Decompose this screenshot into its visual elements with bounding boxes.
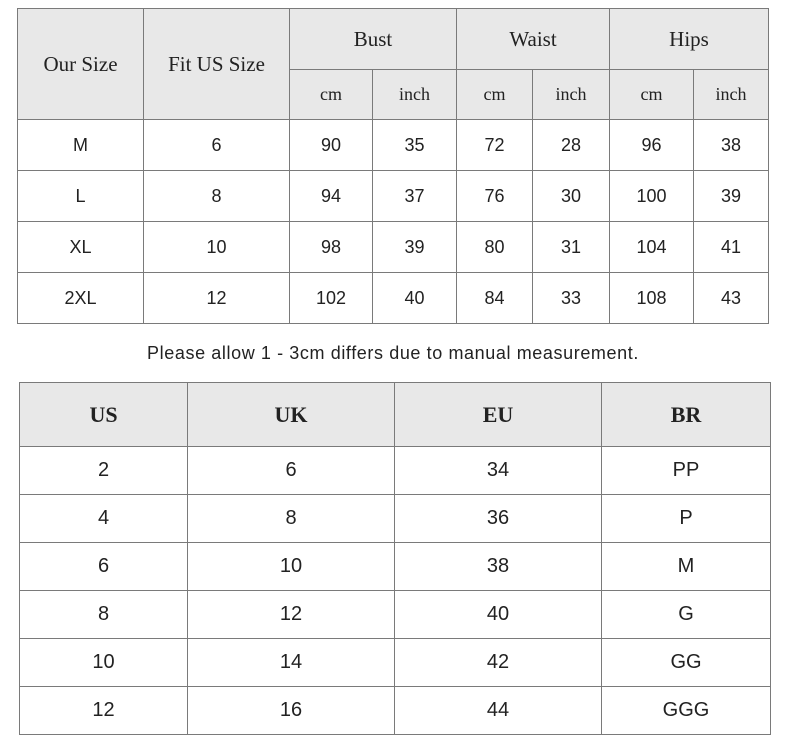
cell-waist-inch: 28 xyxy=(533,120,610,171)
cell-eu: 36 xyxy=(395,495,602,543)
unit-header: cm xyxy=(290,70,373,120)
cell-hips-inch: 39 xyxy=(694,171,769,222)
cell-us: 2 xyxy=(20,447,188,495)
table-row xyxy=(18,120,769,171)
unit-header: inch xyxy=(373,70,457,120)
cell-waist-cm: 72 xyxy=(457,120,533,171)
cell-hips-inch: 41 xyxy=(694,222,769,273)
unit-header: cm xyxy=(457,70,533,120)
cell-our-size: M xyxy=(18,120,144,171)
header-waist: Waist xyxy=(457,9,610,70)
cell-waist-cm: 76 xyxy=(457,171,533,222)
cell-br: PP xyxy=(602,447,771,495)
cell-bust-inch: 37 xyxy=(373,171,457,222)
cell-waist-inch: 31 xyxy=(533,222,610,273)
cell-our-size: XL xyxy=(18,222,144,273)
cell-us: 10 xyxy=(20,639,188,687)
cell-uk: 12 xyxy=(188,591,395,639)
cell-our-size: L xyxy=(18,171,144,222)
cell-br: G xyxy=(602,591,771,639)
cell-waist-cm: 84 xyxy=(457,273,533,324)
cell-us: 6 xyxy=(20,543,188,591)
unit-header: inch xyxy=(533,70,610,120)
cell-fit-us-size: 8 xyxy=(144,171,290,222)
table-row xyxy=(20,591,771,639)
header-our-size: Our Size xyxy=(18,9,144,120)
cell-bust-inch: 35 xyxy=(373,120,457,171)
cell-hips-cm: 100 xyxy=(610,171,694,222)
cell-bust-cm: 98 xyxy=(290,222,373,273)
cell-waist-cm: 80 xyxy=(457,222,533,273)
cell-waist-inch: 33 xyxy=(533,273,610,324)
header-bust: Bust xyxy=(290,9,457,70)
cell-fit-us-size: 12 xyxy=(144,273,290,324)
cell-us: 4 xyxy=(20,495,188,543)
header-hips: Hips xyxy=(610,9,769,70)
cell-bust-cm: 102 xyxy=(290,273,373,324)
cell-eu: 34 xyxy=(395,447,602,495)
header-uk: UK xyxy=(188,383,395,447)
cell-eu: 40 xyxy=(395,591,602,639)
cell-hips-cm: 104 xyxy=(610,222,694,273)
table-row xyxy=(20,495,771,543)
cell-us: 8 xyxy=(20,591,188,639)
cell-eu: 42 xyxy=(395,639,602,687)
header-br: BR xyxy=(602,383,771,447)
table-row xyxy=(20,447,771,495)
table-row xyxy=(20,687,771,735)
header-fit-us-size: Fit US Size xyxy=(144,9,290,120)
table-row xyxy=(20,543,771,591)
size-conversion-table xyxy=(19,382,771,735)
cell-hips-inch: 43 xyxy=(694,273,769,324)
measurement-note: Please allow 1 - 3cm differs due to manual measurement. xyxy=(147,343,639,363)
cell-br: GG xyxy=(602,639,771,687)
table-row xyxy=(18,222,769,273)
unit-header: inch xyxy=(694,70,769,120)
header-us: US xyxy=(20,383,188,447)
cell-hips-inch: 38 xyxy=(694,120,769,171)
cell-br: P xyxy=(602,495,771,543)
cell-us: 12 xyxy=(20,687,188,735)
cell-br: M xyxy=(602,543,771,591)
cell-hips-cm: 108 xyxy=(610,273,694,324)
cell-uk: 8 xyxy=(188,495,395,543)
cell-uk: 16 xyxy=(188,687,395,735)
cell-bust-inch: 40 xyxy=(373,273,457,324)
table-row xyxy=(18,171,769,222)
cell-br: GGG xyxy=(602,687,771,735)
cell-eu: 44 xyxy=(395,687,602,735)
cell-fit-us-size: 6 xyxy=(144,120,290,171)
cell-hips-cm: 96 xyxy=(610,120,694,171)
cell-bust-cm: 90 xyxy=(290,120,373,171)
cell-fit-us-size: 10 xyxy=(144,222,290,273)
cell-eu: 38 xyxy=(395,543,602,591)
table-row xyxy=(20,639,771,687)
size-measurement-table xyxy=(17,8,769,324)
cell-our-size: 2XL xyxy=(18,273,144,324)
cell-bust-inch: 39 xyxy=(373,222,457,273)
cell-uk: 6 xyxy=(188,447,395,495)
table-row xyxy=(18,273,769,324)
unit-header: cm xyxy=(610,70,694,120)
cell-bust-cm: 94 xyxy=(290,171,373,222)
header-eu: EU xyxy=(395,383,602,447)
cell-waist-inch: 30 xyxy=(533,171,610,222)
cell-uk: 14 xyxy=(188,639,395,687)
cell-uk: 10 xyxy=(188,543,395,591)
